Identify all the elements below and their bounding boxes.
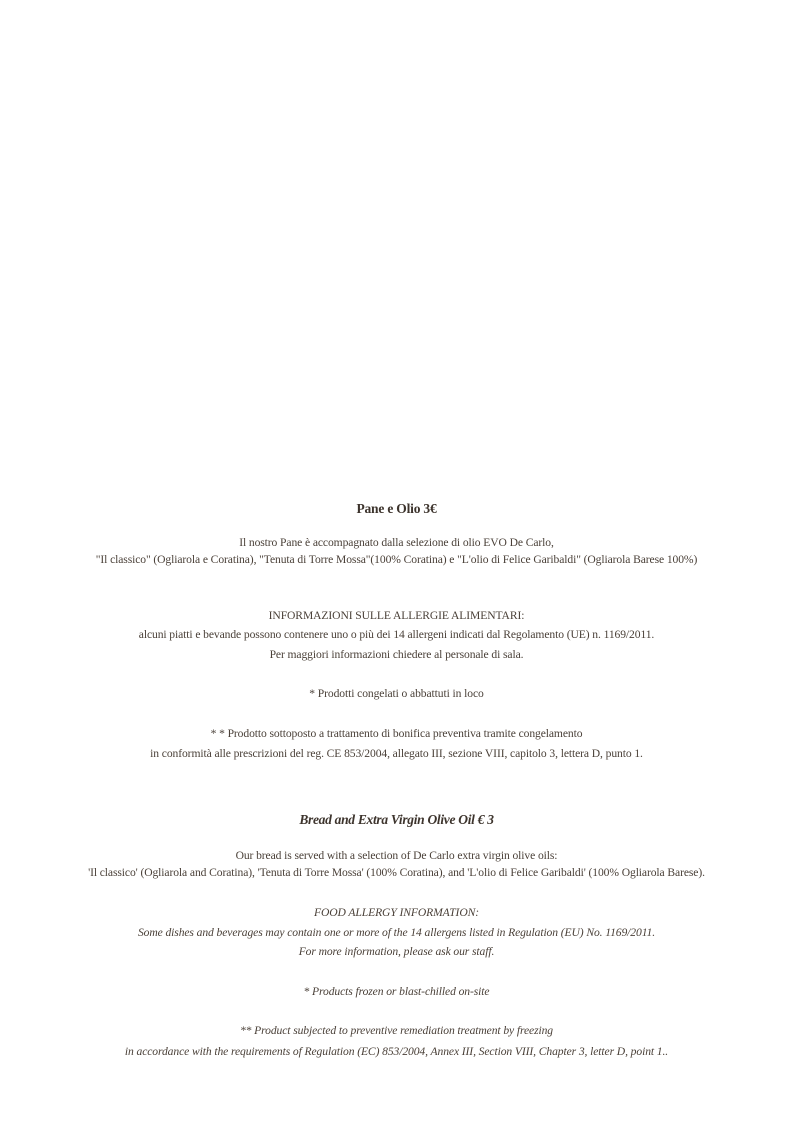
english-intro-line-1: Our bread is served with a selection of De Carlo extra virgin olive oils: [235,849,558,862]
english-intro-line-2: 'Il classico' (Ogliarola and Coratina), 'Tenuta di Torre Mossa' (100% Coratina), and 'L'olio di Felice Garibaldi' (100% Ogliarola Barese). [88,866,705,879]
english-note-treatment-line-2: in accordance with the requirements of Regulation (EC) 853/2004, Annex III, Section VIII, Chapter 3, letter D, point 1.. [124,1045,669,1058]
italian-allergy-heading: INFORMAZIONI SULLE ALLERGIE ALIMENTARI: [268,609,525,622]
english-allergy-line-2: For more information, please ask our staff. [298,945,495,958]
italian-title: Pane e Olio 3€ [356,501,437,516]
italian-allergy-line-2: Per maggiori informazioni chiedere al personale di sala. [269,648,524,661]
english-title: Bread and Extra Virgin Olive Oil € 3 [299,812,494,827]
italian-note-frozen: * Prodotti congelati o abbattuti in loco [309,687,484,700]
english-note-treatment-line-1: ** Product subjected to preventive remediation treatment by freezing [239,1024,553,1037]
italian-note-treatment-line-2: in conformità alle prescrizioni del reg. CE 853/2004, allegato III, sezione VIII, capitolo 3, lettera D, punto 1. [150,747,643,760]
italian-intro-line-1: Il nostro Pane è accompagnato dalla selezione di olio EVO De Carlo, [239,536,554,549]
english-note-frozen: * Products frozen or blast-chilled on-site [303,985,490,998]
english-allergy-heading: FOOD ALLERGY INFORMATION: [314,906,479,919]
italian-intro-line-2: "Il classico" (Ogliarola e Coratina), "Tenuta di Torre Mossa"(100% Coratina) e "L'olio di Felice Garibaldi" (Ogliarola Barese 100%) [95,553,698,566]
italian-allergy-line-1: alcuni piatti e bevande possono contenere uno o più dei 14 allergeni indicati dal Regolamento (UE) n. 1169/2011. [138,628,655,641]
italian-note-treatment-line-1: * * Prodotto sottoposto a trattamento di bonifica preventiva tramite congelamento [210,727,583,740]
english-allergy-line-1: Some dishes and beverages may contain one or more of the 14 allergens listed in Regulation (EU) No. 1169/2011. [137,926,656,939]
